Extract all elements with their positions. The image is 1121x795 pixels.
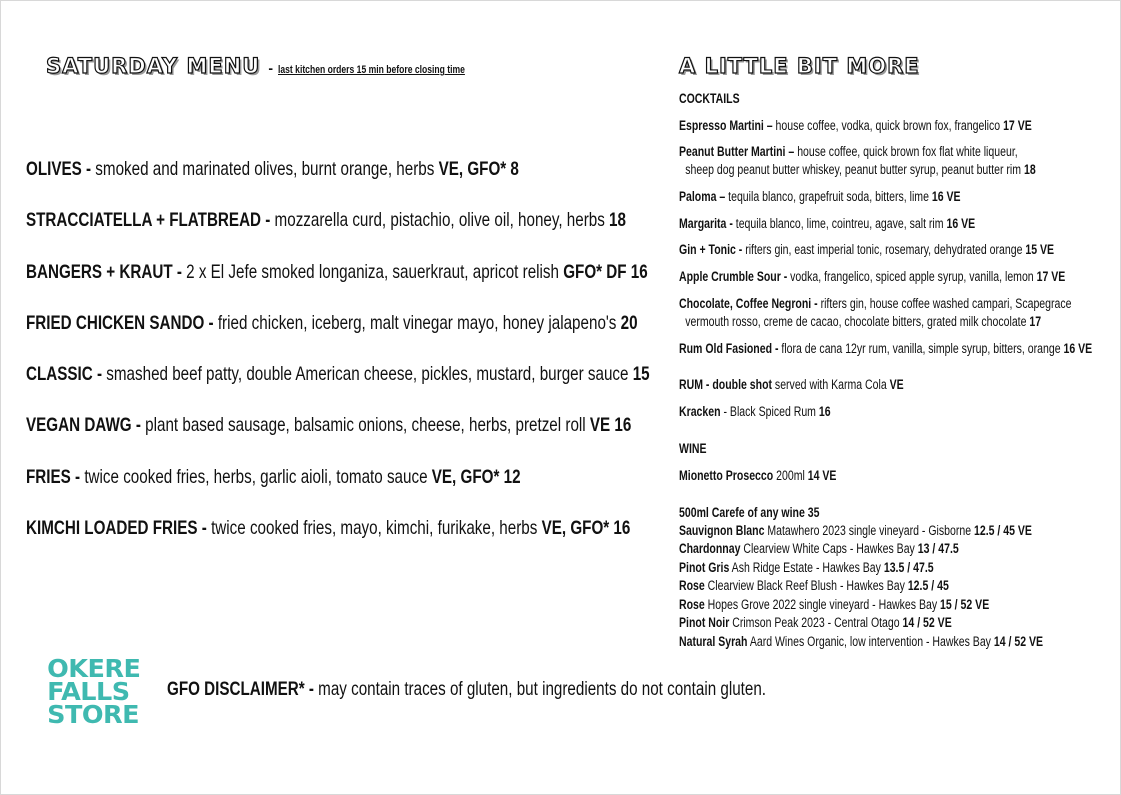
kracken-item — [679, 403, 831, 420]
cocktail-item — [679, 268, 1065, 285]
cocktail-name: Peanut Butter Martini – — [679, 144, 795, 159]
wine-desc: Crimson Peak 2023 - Central Otago — [729, 615, 903, 630]
food-item-price: GFO* DF 16 — [563, 260, 648, 283]
cocktail-item — [679, 295, 1071, 312]
cocktail-name: Paloma – — [679, 189, 726, 204]
wine-heading: WINE — [679, 441, 707, 456]
cocktail-item — [679, 241, 1054, 258]
food-item-name: FRIED CHICKEN SANDO - — [26, 311, 214, 334]
food-item-name: KIMCHI LOADED FRIES - — [26, 517, 207, 540]
food-item-name: OLIVES - — [26, 158, 92, 180]
cocktail-desc: house coffee, quick brown fox flat white liqueur, — [794, 144, 1018, 159]
drinks-title: A LITTLE BIT MORE — [679, 54, 920, 78]
wine-item — [679, 614, 952, 631]
cocktail-price: 17 — [1029, 314, 1042, 329]
food-item-name: BANGERS + KRAUT - — [26, 260, 182, 283]
drinks-header — [679, 54, 920, 78]
food-item-desc: fried chicken, iceberg, malt vinegar mayo, honey jalapeno's — [213, 311, 621, 334]
cocktails-heading: COCKTAILS — [679, 91, 740, 106]
cocktail-desc: house coffee, vodka, quick brown fox, frangelico — [772, 118, 1004, 133]
gfo-disclaimer-text: may contain traces of gluten, but ingredients do not contain gluten. — [313, 679, 767, 700]
food-item-desc: smashed beef patty, double American cheese, pickles, mustard, burger sauce — [102, 363, 633, 386]
cocktail-item — [679, 143, 1018, 160]
logo-line: STORE — [47, 700, 140, 729]
prosecco-item — [679, 467, 836, 484]
wine-price: 14 / 52 VE — [902, 615, 952, 630]
food-item-desc: smoked and marinated olives, burnt orange, herbs — [91, 158, 439, 180]
food-item-price: 18 — [609, 209, 626, 232]
food-item-desc: twice cooked fries, mayo, kimchi, furikake, herbs — [206, 517, 542, 540]
cocktail-price: 15 VE — [1025, 242, 1055, 257]
wine-desc: Clearview Black Reef Blush - Hawkes Bay — [704, 578, 908, 593]
wine-desc: Clearview White Caps - Hawkes Bay — [740, 541, 918, 556]
cocktail-name: Margarita - — [679, 216, 733, 231]
wine-desc: Aard Wines Organic, low intervention - Hawkes Bay — [747, 634, 994, 649]
header-dash: - — [268, 60, 274, 76]
cocktail-price: 16 VE — [946, 216, 976, 231]
cocktail-item-line2 — [679, 313, 1041, 330]
cocktail-desc: vodka, frangelico, spiced apple syrup, vanilla, lemon — [787, 269, 1037, 284]
logo-line: FALLS — [47, 677, 130, 706]
wine-item — [679, 577, 949, 594]
prosecco-price: 14 VE — [807, 468, 837, 483]
kracken-price: 16 — [818, 404, 831, 419]
kitchen-orders-note: last kitchen orders 15 min before closing time — [278, 64, 465, 76]
cocktail-desc: rifters gin, house coffee washed campari, Scapegrace — [817, 296, 1072, 311]
cocktail-price: 18 — [1023, 162, 1036, 177]
wine-price: 15 / 52 VE — [940, 597, 990, 612]
logo-line: OKERE — [47, 654, 141, 683]
food-item-fried-chicken — [26, 310, 638, 361]
cocktail-name: Gin + Tonic - — [679, 242, 743, 257]
kracken-desc: - Black Spiced Rum — [720, 404, 819, 419]
food-item-price: 15 — [632, 363, 650, 386]
food-item-desc: 2 x El Jefe smoked longaniza, sauerkraut, apricot relish — [181, 260, 564, 283]
cocktail-item — [679, 188, 961, 205]
wine-name: Natural Syrah — [679, 634, 748, 649]
cocktail-desc: rifters gin, east imperial tonic, rosemary, dehydrated orange — [742, 242, 1026, 257]
wine-price: 13.5 / 47.5 — [883, 560, 934, 575]
food-item-name: CLASSIC - — [26, 363, 103, 386]
wine-item — [679, 522, 1032, 539]
wine-price: 12.5 / 45 — [907, 578, 949, 593]
food-item-vegan-dawg — [26, 412, 632, 463]
rum-price: VE — [889, 377, 904, 392]
menu-title: SATURDAY MENU — [46, 54, 261, 78]
cocktail-desc: sheep dog peanut butter whiskey, peanut butter syrup, peanut butter rim — [685, 162, 1024, 177]
food-item-price: VE, GFO* 12 — [431, 465, 521, 488]
cocktail-item — [679, 117, 1032, 134]
cocktail-desc: tequila blanco, lime, cointreu, agave, salt rim — [732, 216, 947, 231]
wine-name: Pinot Gris — [679, 560, 730, 575]
cocktail-name: Rum Old Fasioned - — [679, 341, 779, 356]
rum-item — [679, 376, 904, 393]
cocktail-name: Espresso Martini – — [679, 118, 773, 133]
kracken-name: Kracken — [679, 404, 721, 419]
food-item-desc: twice cooked fries, herbs, garlic aioli, tomato sauce — [80, 465, 432, 488]
wine-price: 12.5 / 45 VE — [973, 523, 1032, 538]
menu-header — [46, 54, 518, 78]
gfo-disclaimer — [167, 679, 766, 701]
wine-item — [679, 559, 934, 576]
cocktail-item — [679, 340, 1092, 357]
prosecco-name: Mionetto Prosecco — [679, 468, 774, 483]
food-item-price: VE, GFO* 8 — [438, 158, 519, 180]
okere-falls-store-logo — [47, 654, 141, 729]
cocktail-desc: vermouth rosso, creme de cacao, chocolate bitters, grated milk chocolate — [685, 314, 1030, 329]
rum-desc: served with Karma Cola — [772, 377, 890, 392]
cocktail-price: 17 VE — [1036, 269, 1066, 284]
cocktail-price: 16 VE — [1063, 341, 1093, 356]
wine-name: Sauvignon Blanc — [679, 523, 765, 538]
wine-name: Rose — [679, 597, 705, 612]
wine-name: Rose — [679, 578, 705, 593]
food-menu-list — [26, 156, 666, 566]
rum-name: RUM - double shot — [679, 377, 773, 392]
food-item-bangers — [26, 259, 648, 310]
wine-price: 14 / 52 VE — [993, 634, 1044, 649]
wine-price: 13 / 47.5 — [917, 541, 959, 556]
food-item-desc: mozzarella curd, pistachio, olive oil, honey, herbs — [270, 209, 610, 232]
gfo-disclaimer-label: GFO DISCLAIMER* - — [167, 679, 314, 700]
food-item-name: STRACCIATELLA + FLATBREAD - — [26, 209, 271, 232]
wine-desc: Ash Ridge Estate - Hawkes Bay — [729, 560, 884, 575]
cocktail-name: Apple Crumble Sour - — [679, 269, 788, 284]
food-item-olives — [26, 156, 525, 207]
food-item-name: VEGAN DAWG - — [26, 414, 141, 437]
cocktail-price: 16 VE — [931, 189, 961, 204]
wine-item — [679, 596, 989, 613]
wine-desc: Hopes Grove 2022 single vineyard - Hawkes Bay — [704, 597, 941, 612]
wine-name: Pinot Noir — [679, 615, 730, 630]
wine-item — [679, 540, 959, 557]
cocktail-item-line2 — [679, 161, 1036, 178]
cocktail-price: 17 VE — [1003, 118, 1032, 133]
cocktail-desc: tequila blanco, grapefruit soda, bitters, lime — [725, 189, 932, 204]
cocktail-name: Chocolate, Coffee Negroni - — [679, 296, 818, 311]
food-item-price: 20 — [620, 311, 638, 334]
cocktail-desc: flora de cana 12yr rum, vanilla, simple syrup, bitters, orange — [778, 341, 1064, 356]
food-item-fries — [26, 464, 525, 515]
wine-desc: Matawhero 2023 single vineyard - Gisborne — [764, 523, 974, 538]
food-item-stracciatella — [26, 207, 626, 258]
wine-item — [679, 633, 1043, 650]
cocktail-item — [679, 215, 975, 232]
food-item-name: FRIES - — [26, 465, 81, 488]
carafe-line: 500ml Carefe of any wine 35 — [679, 505, 820, 520]
food-item-classic — [26, 361, 650, 412]
food-item-price: VE 16 — [589, 414, 632, 437]
food-item-kimchi-fries — [26, 515, 631, 566]
food-item-price: VE, GFO* 16 — [541, 517, 631, 540]
wine-name: Chardonnay — [679, 541, 741, 556]
prosecco-desc: 200ml — [773, 468, 808, 483]
food-item-desc: plant based sausage, balsamic onions, cheese, herbs, pretzel roll — [140, 414, 590, 437]
